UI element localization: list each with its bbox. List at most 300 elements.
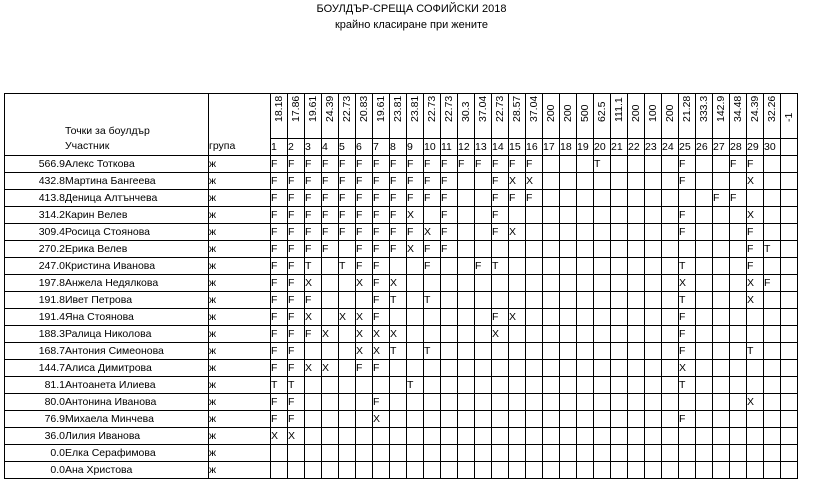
- result-mark: [696, 190, 713, 207]
- result-mark: F: [305, 156, 322, 173]
- problem-number: 3: [305, 139, 322, 156]
- result-mark: [594, 411, 611, 428]
- result-mark: F: [271, 224, 288, 241]
- result-mark: [577, 462, 594, 479]
- problem-value-cell: [424, 94, 441, 139]
- table-row: [5, 224, 798, 241]
- result-mark: F: [407, 224, 424, 241]
- result-mark: [628, 173, 645, 190]
- problem-number: 1: [271, 139, 288, 156]
- result-mark: [764, 343, 781, 360]
- result-mark: [509, 445, 526, 462]
- points-cell: 309.4: [5, 224, 66, 241]
- problem-number: 28: [730, 139, 747, 156]
- problem-value: 22.73: [494, 95, 506, 122]
- problem-number: 23: [645, 139, 662, 156]
- result-mark: [730, 309, 747, 326]
- table-row: [5, 309, 798, 326]
- result-mark: [628, 462, 645, 479]
- result-mark: [730, 394, 747, 411]
- problem-number: 7: [373, 139, 390, 156]
- result-mark: F: [373, 394, 390, 411]
- points-cell: 314.2: [5, 207, 66, 224]
- result-mark: [407, 445, 424, 462]
- result-mark: F: [390, 173, 407, 190]
- result-mark: [713, 343, 730, 360]
- points-cell: 191.4: [5, 309, 66, 326]
- result-mark: T: [288, 377, 305, 394]
- result-mark: [560, 326, 577, 343]
- result-mark: [713, 462, 730, 479]
- result-mark: [526, 309, 543, 326]
- result-mark: X: [373, 411, 390, 428]
- problem-value-cell: [560, 94, 577, 139]
- result-mark: F: [526, 190, 543, 207]
- result-mark: F: [424, 190, 441, 207]
- problem-value: 142.9: [715, 95, 727, 122]
- result-mark: [424, 309, 441, 326]
- result-mark: [475, 326, 492, 343]
- result-mark: F: [679, 309, 696, 326]
- result-mark: [492, 428, 509, 445]
- result-mark: [696, 377, 713, 394]
- result-mark: [543, 445, 560, 462]
- points-cell: 270.2: [5, 241, 66, 258]
- result-mark: [356, 445, 373, 462]
- result-mark: [560, 292, 577, 309]
- result-mark: [577, 360, 594, 377]
- result-mark: X: [747, 275, 764, 292]
- result-mark: X: [305, 275, 322, 292]
- problem-value-cell: [543, 94, 560, 139]
- result-mark: [747, 445, 764, 462]
- result-mark: [713, 360, 730, 377]
- result-mark: [611, 190, 628, 207]
- result-mark: X: [356, 343, 373, 360]
- result-mark: [560, 275, 577, 292]
- result-mark: [713, 207, 730, 224]
- result-mark: F: [492, 207, 509, 224]
- result-mark: [339, 411, 356, 428]
- result-mark: [560, 258, 577, 275]
- result-mark: [662, 445, 679, 462]
- result-mark: [424, 275, 441, 292]
- result-mark: [594, 275, 611, 292]
- result-mark: [288, 462, 305, 479]
- result-mark: [713, 309, 730, 326]
- result-mark: F: [288, 275, 305, 292]
- problem-value-cell: [730, 94, 747, 139]
- participant-name: Алиса Димитрова: [65, 360, 209, 377]
- participant-name: Ралица Николова: [65, 326, 209, 343]
- result-mark: F: [271, 258, 288, 275]
- result-mark: [662, 207, 679, 224]
- problem-number: 13: [475, 139, 492, 156]
- problem-value: 22.73: [443, 95, 455, 122]
- result-mark: [509, 258, 526, 275]
- result-mark: [356, 377, 373, 394]
- problem-value-cell: [526, 94, 543, 139]
- result-mark: [305, 377, 322, 394]
- result-mark: [509, 394, 526, 411]
- result-mark: [628, 275, 645, 292]
- result-mark: [713, 275, 730, 292]
- group-cell: ж: [209, 462, 271, 479]
- points-cell: 566.9: [5, 156, 66, 173]
- result-mark: F: [730, 190, 747, 207]
- result-mark: [628, 190, 645, 207]
- header-participant-label: Участник: [65, 139, 209, 156]
- problem-number: 21: [611, 139, 628, 156]
- result-mark: [594, 360, 611, 377]
- result-mark: [475, 309, 492, 326]
- problem-value-cell: [339, 94, 356, 139]
- result-mark: [645, 224, 662, 241]
- result-mark: [492, 360, 509, 377]
- table-row: [5, 394, 798, 411]
- participant-name: Антоанета Илиева: [65, 377, 209, 394]
- participant-name: Лилия Иванова: [65, 428, 209, 445]
- problem-value: 30.3: [460, 101, 472, 122]
- result-mark: F: [373, 292, 390, 309]
- result-mark: [713, 428, 730, 445]
- result-mark: [781, 343, 798, 360]
- result-mark: [730, 343, 747, 360]
- result-mark: F: [390, 156, 407, 173]
- result-mark: [781, 292, 798, 309]
- result-mark: [662, 343, 679, 360]
- result-mark: [492, 462, 509, 479]
- problem-number: 8: [390, 139, 407, 156]
- result-mark: [475, 394, 492, 411]
- points-cell: 80.0: [5, 394, 66, 411]
- result-mark: [458, 241, 475, 258]
- result-mark: [560, 173, 577, 190]
- problem-number: 29: [747, 139, 764, 156]
- participant-name: Алекс Тоткова: [65, 156, 209, 173]
- result-mark: [458, 173, 475, 190]
- result-mark: [611, 394, 628, 411]
- problem-value: 100: [647, 104, 659, 122]
- points-cell: 168.7: [5, 343, 66, 360]
- result-mark: [747, 326, 764, 343]
- problem-value-cell: [611, 94, 628, 139]
- result-mark: [560, 462, 577, 479]
- result-mark: X: [373, 343, 390, 360]
- result-mark: F: [339, 190, 356, 207]
- result-mark: [356, 394, 373, 411]
- header-points-label: Точки за боулдър: [65, 94, 209, 139]
- result-mark: [662, 156, 679, 173]
- result-mark: [611, 377, 628, 394]
- result-mark: [747, 411, 764, 428]
- points-cell: 0.0: [5, 462, 66, 479]
- result-mark: F: [271, 343, 288, 360]
- result-mark: [339, 241, 356, 258]
- result-mark: [611, 428, 628, 445]
- group-cell: ж: [209, 309, 271, 326]
- table-row: [5, 462, 798, 479]
- header-points-cell: [5, 94, 66, 139]
- result-mark: [271, 445, 288, 462]
- problem-value: 34.48: [732, 95, 744, 122]
- result-mark: [543, 360, 560, 377]
- group-cell: ж: [209, 275, 271, 292]
- result-mark: [577, 224, 594, 241]
- result-mark: [696, 394, 713, 411]
- problem-number: 14: [492, 139, 509, 156]
- table-row: [5, 241, 798, 258]
- group-cell: ж: [209, 428, 271, 445]
- problem-value: 23.81: [392, 95, 404, 122]
- result-mark: F: [747, 224, 764, 241]
- result-mark: F: [288, 343, 305, 360]
- problem-value-cell: [645, 94, 662, 139]
- table-row: [5, 275, 798, 292]
- problem-value-cell: [492, 94, 509, 139]
- result-mark: [509, 292, 526, 309]
- result-mark: [696, 411, 713, 428]
- result-mark: [594, 309, 611, 326]
- problem-value-cell: [271, 94, 288, 139]
- result-mark: [645, 207, 662, 224]
- result-mark: [441, 343, 458, 360]
- result-mark: F: [679, 207, 696, 224]
- result-mark: F: [271, 411, 288, 428]
- result-mark: [730, 207, 747, 224]
- problem-value-cell: [696, 94, 713, 139]
- result-mark: [390, 360, 407, 377]
- result-mark: F: [356, 258, 373, 275]
- result-mark: [339, 462, 356, 479]
- result-mark: F: [713, 190, 730, 207]
- result-mark: [526, 258, 543, 275]
- result-mark: F: [475, 258, 492, 275]
- result-mark: F: [271, 360, 288, 377]
- problem-value-cell: [407, 94, 424, 139]
- result-mark: [696, 275, 713, 292]
- participant-name: Ивет Петрова: [65, 292, 209, 309]
- result-mark: [492, 377, 509, 394]
- result-mark: F: [356, 224, 373, 241]
- result-mark: F: [441, 190, 458, 207]
- result-mark: [322, 292, 339, 309]
- points-cell: 144.7: [5, 360, 66, 377]
- problem-number: 27: [713, 139, 730, 156]
- result-mark: [526, 343, 543, 360]
- result-mark: [611, 224, 628, 241]
- table-row: [5, 360, 798, 377]
- problem-value: 22.73: [426, 95, 438, 122]
- result-mark: F: [373, 156, 390, 173]
- problem-number: 15: [509, 139, 526, 156]
- points-cell: 191.8: [5, 292, 66, 309]
- result-mark: [577, 156, 594, 173]
- result-mark: [577, 445, 594, 462]
- result-mark: [662, 224, 679, 241]
- result-mark: [662, 377, 679, 394]
- participant-name: Карин Велев: [65, 207, 209, 224]
- result-mark: [781, 190, 798, 207]
- result-mark: [628, 377, 645, 394]
- result-mark: [713, 224, 730, 241]
- result-mark: [713, 173, 730, 190]
- result-mark: F: [322, 190, 339, 207]
- result-mark: [322, 445, 339, 462]
- result-mark: F: [288, 360, 305, 377]
- result-mark: [781, 360, 798, 377]
- result-mark: [730, 462, 747, 479]
- result-mark: X: [305, 309, 322, 326]
- result-mark: [577, 275, 594, 292]
- result-mark: [492, 241, 509, 258]
- problem-number: 22: [628, 139, 645, 156]
- result-mark: F: [373, 275, 390, 292]
- problem-value: 19.61: [307, 95, 319, 122]
- result-mark: [781, 309, 798, 326]
- points-cell: 432.8: [5, 173, 66, 190]
- problem-value-cell: [322, 94, 339, 139]
- problem-value-cell: [373, 94, 390, 139]
- result-mark: [611, 326, 628, 343]
- problem-value-cell: [679, 94, 696, 139]
- result-mark: [560, 309, 577, 326]
- result-mark: X: [747, 292, 764, 309]
- result-mark: T: [764, 241, 781, 258]
- result-mark: X: [322, 326, 339, 343]
- result-mark: [390, 462, 407, 479]
- result-mark: [594, 173, 611, 190]
- result-mark: [662, 275, 679, 292]
- result-mark: [628, 309, 645, 326]
- result-mark: [441, 292, 458, 309]
- result-mark: [730, 360, 747, 377]
- result-mark: T: [424, 292, 441, 309]
- result-mark: [492, 343, 509, 360]
- result-mark: [305, 343, 322, 360]
- result-mark: [696, 462, 713, 479]
- result-mark: [356, 462, 373, 479]
- result-mark: [560, 343, 577, 360]
- group-cell: ж: [209, 445, 271, 462]
- result-mark: F: [288, 309, 305, 326]
- result-mark: [713, 394, 730, 411]
- points-cell: 36.0: [5, 428, 66, 445]
- result-mark: [492, 292, 509, 309]
- result-mark: [424, 462, 441, 479]
- result-mark: [407, 343, 424, 360]
- result-mark: [611, 156, 628, 173]
- result-mark: [475, 224, 492, 241]
- result-mark: [441, 394, 458, 411]
- result-mark: T: [492, 258, 509, 275]
- result-mark: [543, 292, 560, 309]
- result-mark: [764, 173, 781, 190]
- problem-value: 18.18: [273, 95, 285, 122]
- result-mark: [492, 275, 509, 292]
- result-mark: T: [679, 377, 696, 394]
- problem-value: 23.81: [409, 95, 421, 122]
- result-mark: [696, 326, 713, 343]
- result-mark: [390, 445, 407, 462]
- result-mark: [407, 411, 424, 428]
- problem-number: 30: [764, 139, 781, 156]
- result-mark: F: [271, 394, 288, 411]
- result-mark: [628, 258, 645, 275]
- result-mark: [458, 292, 475, 309]
- result-mark: F: [373, 207, 390, 224]
- result-mark: [407, 462, 424, 479]
- result-mark: [475, 241, 492, 258]
- result-mark: F: [271, 309, 288, 326]
- result-mark: [594, 207, 611, 224]
- problem-number: 9: [407, 139, 424, 156]
- table-row: [5, 190, 798, 207]
- result-mark: F: [339, 224, 356, 241]
- result-mark: [407, 326, 424, 343]
- result-mark: [730, 224, 747, 241]
- result-mark: [645, 326, 662, 343]
- result-mark: [475, 411, 492, 428]
- result-mark: X: [356, 309, 373, 326]
- result-mark: [441, 275, 458, 292]
- result-mark: F: [288, 224, 305, 241]
- result-mark: F: [271, 173, 288, 190]
- result-mark: [424, 207, 441, 224]
- result-mark: F: [390, 224, 407, 241]
- result-mark: [730, 445, 747, 462]
- participant-name: Анжела Недялкова: [65, 275, 209, 292]
- result-mark: [356, 428, 373, 445]
- result-mark: F: [373, 309, 390, 326]
- participant-name: Антония Симеонова: [65, 343, 209, 360]
- result-mark: [390, 394, 407, 411]
- result-mark: [305, 428, 322, 445]
- result-mark: X: [526, 173, 543, 190]
- result-mark: F: [271, 207, 288, 224]
- result-mark: [407, 292, 424, 309]
- result-mark: [628, 394, 645, 411]
- group-cell: ж: [209, 173, 271, 190]
- result-mark: F: [747, 156, 764, 173]
- group-cell: ж: [209, 224, 271, 241]
- result-mark: [713, 445, 730, 462]
- result-mark: F: [271, 326, 288, 343]
- result-mark: F: [441, 224, 458, 241]
- problem-number: 20: [594, 139, 611, 156]
- problem-value: 200: [545, 104, 557, 122]
- problem-value: 200: [562, 104, 574, 122]
- table-row: [5, 428, 798, 445]
- result-mark: [543, 190, 560, 207]
- result-mark: [747, 360, 764, 377]
- result-mark: [475, 275, 492, 292]
- result-mark: [458, 326, 475, 343]
- result-mark: [628, 343, 645, 360]
- result-mark: F: [288, 156, 305, 173]
- result-mark: [611, 207, 628, 224]
- result-mark: X: [509, 309, 526, 326]
- result-mark: F: [356, 173, 373, 190]
- result-mark: [611, 462, 628, 479]
- result-mark: [594, 258, 611, 275]
- result-mark: [543, 462, 560, 479]
- result-mark: [407, 394, 424, 411]
- problem-number: 18: [560, 139, 577, 156]
- points-cell: 76.9: [5, 411, 66, 428]
- result-mark: F: [373, 360, 390, 377]
- result-mark: F: [271, 241, 288, 258]
